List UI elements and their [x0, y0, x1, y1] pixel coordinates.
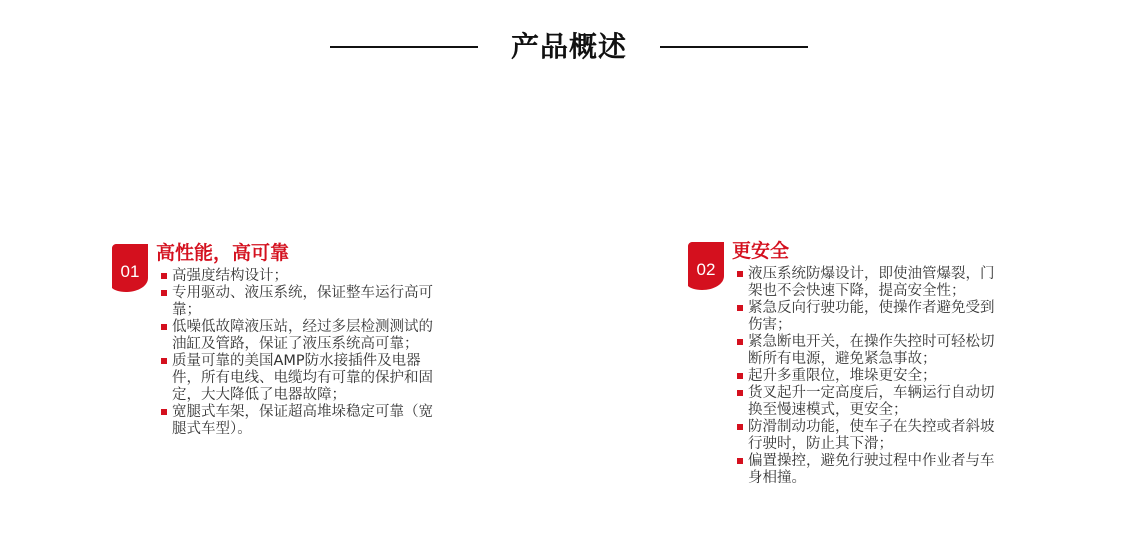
list-item-text: 防滑制动功能，使车子在失控或者斜坡行驶时，防止其下滑； — [748, 419, 995, 452]
list-item — [736, 300, 1008, 334]
bullet-icon — [161, 290, 167, 296]
list-item-text: 起升多重限位，堆垛更安全； — [748, 368, 937, 384]
list-item-text: 低噪低故障液压站，经过多层检测测试的油缸及管路，保证了液压系统高可靠； — [172, 319, 433, 352]
feature-list — [736, 266, 1008, 487]
title-divider-left — [330, 46, 478, 48]
bullet-icon — [737, 305, 743, 311]
page-title: 产品概述 — [510, 30, 627, 63]
list-item — [736, 385, 1008, 419]
bullet-icon — [161, 409, 167, 415]
feature-heading: 更安全 — [732, 240, 790, 262]
list-item — [160, 404, 445, 438]
bullet-icon — [737, 424, 743, 430]
list-item-text: 专用驱动、液压系统，保证整车运行高可靠； — [172, 285, 433, 318]
bullet-icon — [161, 273, 167, 279]
feature-list — [160, 268, 445, 438]
list-item — [160, 285, 445, 319]
list-item — [736, 368, 1008, 385]
list-item — [160, 353, 445, 404]
list-item-text: 偏置操控，避免行驶过程中作业者与车身相撞。 — [748, 453, 995, 486]
section-header — [0, 28, 1122, 68]
number-badge — [112, 244, 148, 292]
badge-number: 01 — [120, 262, 140, 281]
list-item — [160, 268, 445, 285]
list-item — [160, 319, 445, 353]
badge-number: 02 — [696, 260, 716, 279]
list-item-text: 紧急反向行驶功能，使操作者避免受到伤害； — [748, 300, 995, 333]
bullet-icon — [737, 339, 743, 345]
feature-heading: 高性能，高可靠 — [156, 242, 290, 264]
bullet-icon — [737, 390, 743, 396]
list-item-text: 紧急断电开关，在操作失控时可轻松切断所有电源，避免紧急事故； — [748, 334, 995, 367]
title-divider-right — [660, 46, 808, 48]
number-badge — [688, 242, 724, 290]
list-item-text: 宽腿式车架，保证超高堆垛稳定可靠（宽腿式车型）。 — [172, 404, 433, 437]
list-item-text: 高强度结构设计； — [172, 268, 288, 284]
list-item-text: 液压系统防爆设计，即使油管爆裂，门架也不会快速下降，提高安全性； — [748, 266, 995, 299]
list-item — [736, 453, 1008, 487]
bullet-icon — [737, 458, 743, 464]
bullet-icon — [737, 373, 743, 379]
list-item — [736, 334, 1008, 368]
list-item — [736, 419, 1008, 453]
list-item-text: 货叉起升一定高度后，车辆运行自动切换至慢速模式，更安全； — [748, 385, 995, 418]
list-item — [736, 266, 1008, 300]
list-item-text: 质量可靠的美国AMP防水接插件及电器件，所有电线、电缆均有可靠的保护和固定，大大降低了电器故障； — [172, 353, 433, 403]
bullet-icon — [737, 271, 743, 277]
bullet-icon — [161, 324, 167, 330]
bullet-icon — [161, 358, 167, 364]
